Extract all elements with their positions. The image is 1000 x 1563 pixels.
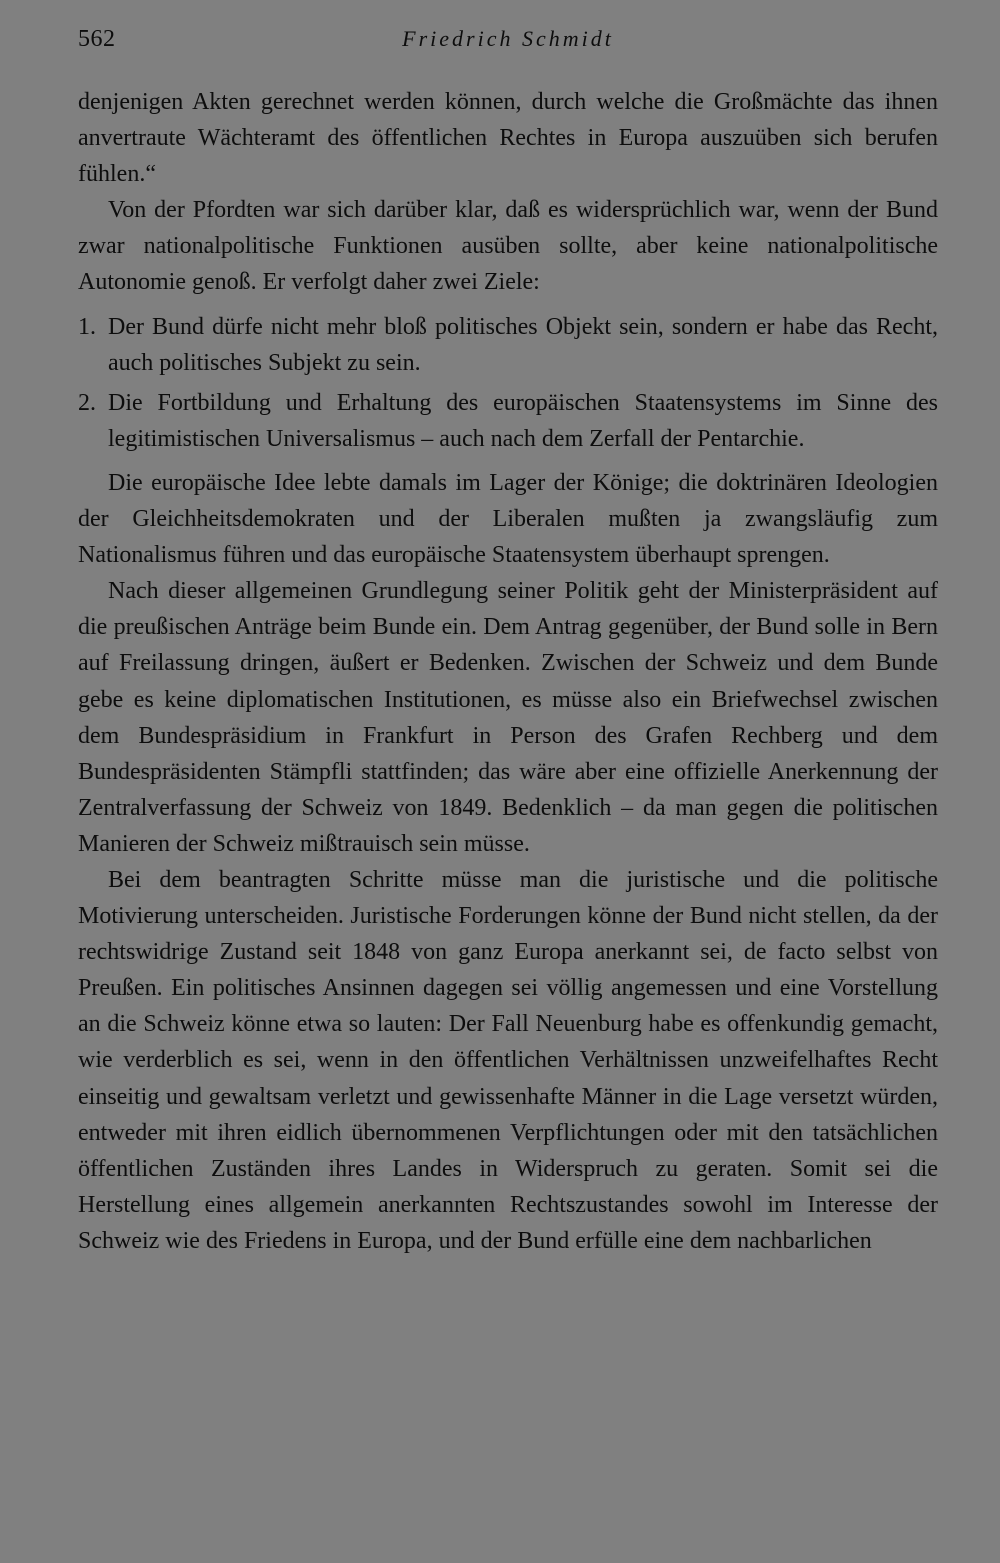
page-body <box>78 84 938 1259</box>
page-header <box>78 26 938 66</box>
paragraph: Von der Pfordten war sich darüber klar, daß es widersprüchlich war, wenn der Bund zwar nationalpolitische Funktionen ausüben sollte, aber keine nationalpolitische Autonomie genoß. Er verfolgt daher zwei Ziele: <box>78 197 938 296</box>
list-item <box>78 309 938 381</box>
list-item-text: Der Bund dürfe nicht mehr bloß politisches Objekt sein, sondern er habe das Recht, auch politisches Subjekt zu sein. <box>108 313 938 376</box>
paragraph: Bei dem beantragten Schritte müsse man die juristische und die politische Motivierung unterscheiden. Juristische Forderungen könne der Bund nicht stellen, da der rechtswidrige Zustand seit 1848 von ganz Europa anerkannt sei, de facto selbst von Preußen. Ein politisches Ansinnen dagegen sei völlig angemessen und eine Vorstellung an die Schweiz könne etwa so lauten: Der Fall Neuenburg habe es offenkundig gemacht, wie verderblich es sei, wenn in den öffentlichen Verhältnissen unzweifelhaftes Recht einseitig und gewaltsam verletzt und gewissenhafte Männer in die Lage versetzt würden, entweder mit ihren eidlich übernommenen Verpflichtungen oder mit den tatsächlichen öffentlichen Zuständen ihres Landes in Widerspruch zu geraten. Somit sei die Herstellung eines allgemein anerkannten Rechtszustandes sowohl im Interesse der Schweiz wie des Friedens in Europa, und der Bund erfülle eine dem nachbarlichen <box>78 866 938 1254</box>
list-item-number: 1. <box>78 313 96 340</box>
paragraph: Nach dieser allgemeinen Grundlegung seiner Politik geht der Ministerpräsident auf die preußischen Anträge beim Bunde ein. Dem Antrag gegenüber, der Bund solle in Bern auf Freilassung dringen, äußert er Bedenken. Zwischen der Schweiz und dem Bunde gebe es keine diplomatischen Institutionen, es müsse also ein Briefwechsel zwischen dem Bundespräsidium in Frankfurt in Person des Grafen Rechberg und dem Bundespräsidenten Stämpfli stattfinden; das wäre aber eine offizielle Anerkennung der Zentralverfassung der Schweiz von 1849. Bedenklich – da man gegen die politischen Manieren der Schweiz mißtrauisch sein müsse. <box>78 578 938 857</box>
paragraph-continuation: denjenigen Akten gerechnet werden können, durch welche die Großmächte das ihnen anvertraute Wächteramt des öffentlichen Rechtes in Europa auszuüben sich berufen fühlen.“ <box>78 89 938 188</box>
numbered-list <box>78 309 938 457</box>
running-head: Friedrich Schmidt <box>402 26 614 51</box>
page-number: 562 <box>78 26 116 52</box>
list-item-number: 2. <box>78 389 96 416</box>
paragraph: Die europäische Idee lebte damals im Lager der Könige; die doktrinären Ideologien der Gleichheitsdemokraten und der Liberalen mußten ja zwangsläufig zum Nationalismus führen und das europäische Staatensystem überhaupt sprengen. <box>78 469 938 569</box>
list-item-text: Die Fortbildung und Erhaltung des europäischen Staatensystems im Sinne des legitimistischen Universalismus – auch nach dem Zerfall der Pentarchie. <box>108 389 938 452</box>
list-item <box>78 385 938 457</box>
